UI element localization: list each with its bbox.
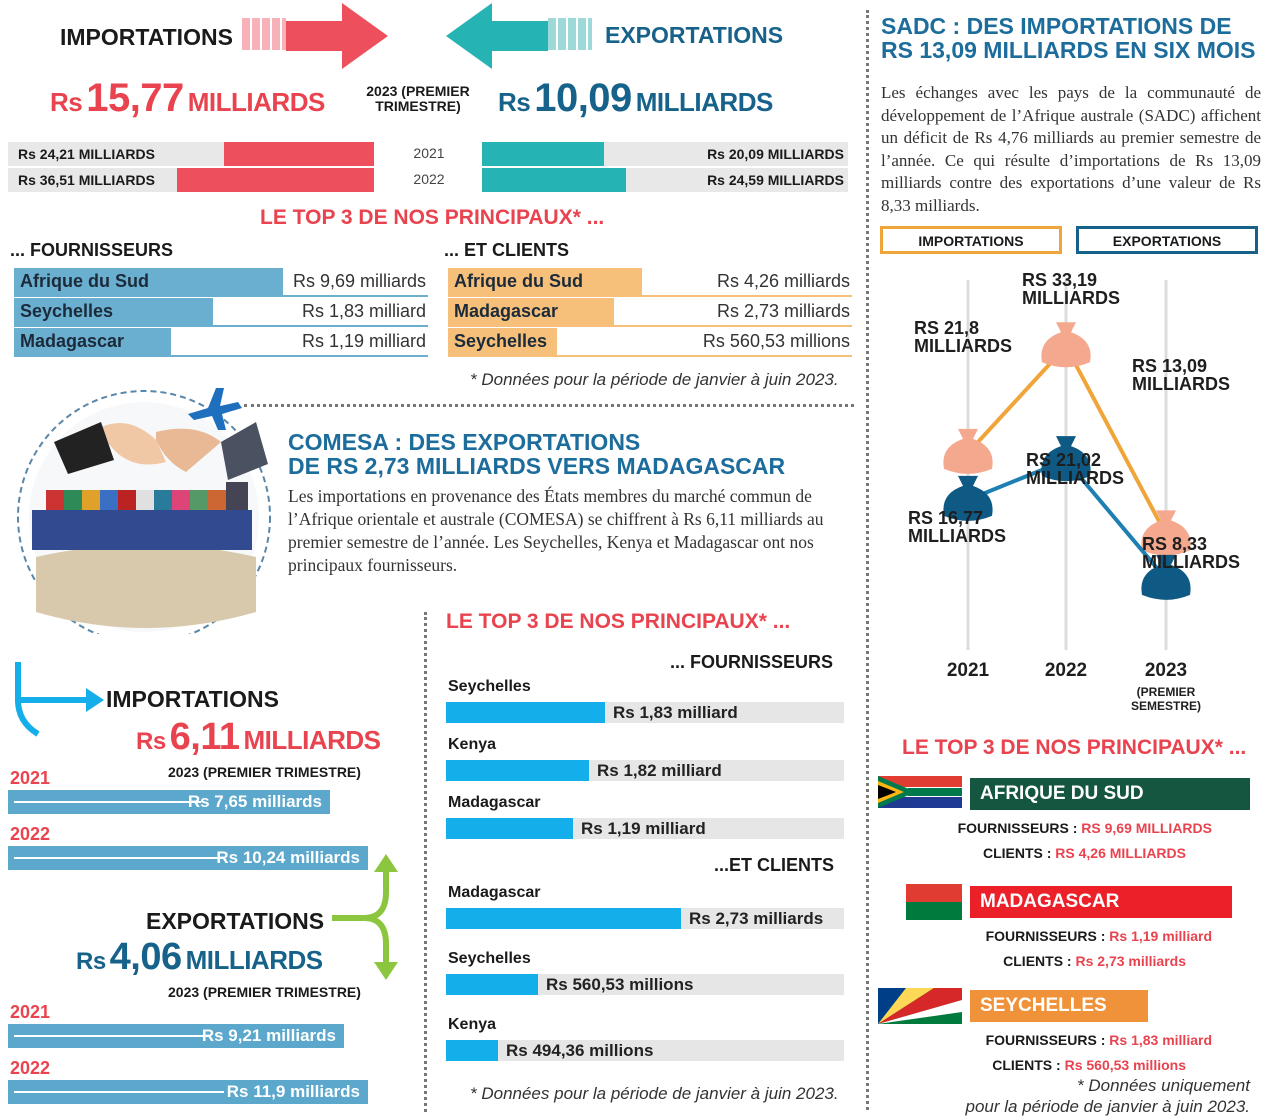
sadc-year-label: 2022 bbox=[1044, 660, 1088, 681]
client-name: Afrique du Sud bbox=[454, 271, 583, 291]
country-suppliers-label: FOURNISSEURS : bbox=[985, 928, 1110, 944]
legend-imports: IMPORTATIONS bbox=[880, 226, 1062, 254]
comesa-year-value: Rs 11,9 milliards bbox=[226, 1082, 360, 1101]
exports-year-fill bbox=[482, 142, 604, 166]
sadc-value-label: RS 21,02 bbox=[1026, 450, 1102, 470]
country-suppliers bbox=[880, 1032, 1212, 1048]
imports-heading: IMPORTATIONS bbox=[60, 24, 233, 50]
client-row bbox=[448, 298, 852, 325]
top3-b-country: Kenya bbox=[448, 1016, 497, 1033]
top3-c-note-2: pour la période de janvier à juin 2023. bbox=[965, 1097, 1250, 1116]
imports-prefix: Rs bbox=[50, 87, 83, 117]
country-suppliers-value: RS 9,69 MILLIARDS bbox=[1081, 820, 1212, 836]
year-label: 2022 bbox=[413, 171, 445, 187]
country-clients-value: Rs 560,53 millions bbox=[1064, 1057, 1186, 1073]
top3-b-bar bbox=[446, 818, 844, 839]
year-label: 2021 bbox=[413, 145, 445, 161]
sadc-value-label: RS 33,19 bbox=[1022, 270, 1098, 290]
supplier-name: Seychelles bbox=[20, 301, 114, 321]
sadc-title bbox=[881, 14, 1255, 62]
comesa-imports-value: 6,11 bbox=[169, 716, 240, 758]
comesa-exports-prefix: Rs bbox=[76, 948, 106, 975]
top3-a-suppliers-label: ... FOURNISSEURS bbox=[10, 240, 174, 260]
imports-year-bar bbox=[8, 168, 374, 192]
top3-b-bar bbox=[446, 1040, 844, 1061]
top3-b-bar-fill bbox=[446, 702, 605, 723]
comesa-exports-label: EXPORTATIONS bbox=[146, 908, 325, 934]
exports-total bbox=[498, 76, 773, 121]
country-header: AFRIQUE DU SUD bbox=[970, 778, 1250, 810]
top3-b-bar-fill bbox=[446, 908, 681, 929]
seychelles-flag-icon bbox=[878, 988, 962, 1024]
imports-year-fill bbox=[177, 168, 374, 192]
top3-b-bar-fill bbox=[446, 760, 589, 781]
top3-b-country: Seychelles bbox=[448, 950, 531, 967]
exports-year-value: Rs 24,59 MILLIARDS bbox=[707, 172, 844, 188]
sadc-value-label-unit: MILLIARDS bbox=[1132, 374, 1230, 394]
comesa-year-label: 2022 bbox=[10, 1058, 51, 1078]
top3-b-bar bbox=[446, 760, 844, 781]
supplier-underline bbox=[14, 325, 428, 327]
top3-b-bar bbox=[446, 908, 844, 929]
imports-year-fill bbox=[224, 142, 374, 166]
country-suppliers-value: Rs 1,83 milliard bbox=[1109, 1032, 1212, 1048]
country-suppliers bbox=[880, 928, 1212, 944]
country-header: SEYCHELLES bbox=[970, 990, 1148, 1022]
country-clients-value: Rs 2,73 milliards bbox=[1075, 953, 1186, 969]
comesa-year-value: Rs 10,24 milliards bbox=[216, 848, 360, 867]
top3-c-note-1: * Données uniquement bbox=[1077, 1076, 1250, 1095]
top3-b-note: * Données pour la période de janvier à juin 2023. bbox=[470, 1084, 839, 1103]
exports-year-value: Rs 20,09 MILLIARDS bbox=[707, 146, 844, 162]
sadc-value-label: RS 8,33 bbox=[1142, 534, 1208, 554]
country-clients-label: CLIENTS : bbox=[992, 1057, 1065, 1073]
sadc-value-label-unit: MILLIARDS bbox=[908, 526, 1006, 546]
top3-b-clients-label: ...ET CLIENTS bbox=[714, 855, 835, 875]
comesa-title-line1: COMESA : DES EXPORTATIONS bbox=[288, 429, 641, 455]
sadc-year-label: 2021 bbox=[946, 660, 990, 681]
comesa-imports-unit: MILLIARDS bbox=[243, 725, 381, 755]
top3-a-note: * Données pour la période de janvier à juin 2023. bbox=[470, 370, 839, 389]
exports-prefix: Rs bbox=[498, 87, 531, 117]
imports-total bbox=[50, 76, 325, 121]
south-africa-flag-icon bbox=[878, 776, 962, 808]
client-underline bbox=[448, 325, 852, 327]
country-clients-label: CLIENTS : bbox=[1003, 953, 1076, 969]
supplier-underline bbox=[14, 355, 428, 357]
supplier-row bbox=[14, 328, 428, 355]
exports-year-bar bbox=[482, 142, 848, 166]
country-suppliers-label: FOURNISSEURS : bbox=[957, 820, 1082, 836]
top3-b-value: Rs 2,73 milliards bbox=[689, 909, 824, 928]
exports-value: 10,09 bbox=[534, 76, 632, 120]
exports-heading: EXPORTATIONS bbox=[605, 22, 784, 48]
separator-v bbox=[866, 10, 869, 1110]
sadc-value-label-unit: MILLIARDS bbox=[914, 336, 1012, 356]
sadc-value-label: RS 13,09 bbox=[1132, 356, 1208, 376]
country-clients bbox=[880, 1057, 1186, 1073]
top3-b-value: Rs 560,53 millions bbox=[546, 975, 694, 994]
sadc-value-label: RS 16,77 bbox=[908, 508, 984, 528]
comesa-year-line bbox=[14, 801, 201, 803]
exports-unit: MILLIARDS bbox=[635, 87, 773, 117]
country-suppliers-value: Rs 1,19 milliard bbox=[1109, 928, 1212, 944]
comesa-imports-prefix: Rs bbox=[136, 728, 166, 755]
comesa-year-line bbox=[14, 1091, 224, 1093]
top3-b-value: Rs 1,19 milliard bbox=[581, 819, 706, 838]
comesa-year-bar bbox=[8, 846, 368, 870]
sadc-year-label: 2023 bbox=[1144, 660, 1188, 681]
sadc-value-label: RS 21,8 bbox=[914, 318, 980, 338]
top3-a-clients-label: ... ET CLIENTS bbox=[444, 240, 570, 260]
client-value: Rs 4,26 milliards bbox=[716, 271, 850, 291]
client-name: Seychelles bbox=[454, 331, 548, 351]
separator-v2 bbox=[424, 612, 427, 1112]
comesa-year-line bbox=[14, 1035, 210, 1037]
comesa-year-bar bbox=[8, 790, 330, 814]
sadc-value-label-unit: MILLIARDS bbox=[1142, 552, 1240, 572]
comesa-title bbox=[288, 430, 785, 478]
imports-arrow-icon bbox=[286, 3, 390, 69]
client-underline bbox=[448, 355, 852, 357]
comesa-exports-value: 4,06 bbox=[109, 936, 182, 978]
top3-b-country: Madagascar bbox=[448, 884, 541, 901]
comesa-exports-total bbox=[76, 936, 323, 979]
exports-year-bar bbox=[482, 168, 848, 192]
top3-b-value: Rs 494,36 millions bbox=[506, 1041, 654, 1060]
client-value: Rs 560,53 millions bbox=[702, 331, 850, 351]
money-bag-icon bbox=[1041, 322, 1090, 367]
imports-stripes bbox=[242, 18, 286, 50]
top3-b-value: Rs 1,83 milliard bbox=[613, 703, 738, 722]
top3-b-country: Kenya bbox=[448, 736, 497, 753]
sadc-title-line2: RS 13,09 MILLIARDS EN SIX MOIS bbox=[881, 37, 1256, 63]
imports-unit: MILLIARDS bbox=[187, 87, 325, 117]
imports-year-bar bbox=[8, 142, 374, 166]
export-flow-icon bbox=[328, 852, 408, 982]
top3-b-bar-fill bbox=[446, 974, 538, 995]
top3-b-bar bbox=[446, 974, 844, 995]
top3-b-bar-fill bbox=[446, 818, 573, 839]
exports-stripes bbox=[548, 18, 592, 50]
supplier-name: Afrique du Sud bbox=[20, 271, 149, 291]
comesa-year-label: 2021 bbox=[10, 768, 51, 788]
top3-b-suppliers-label: ... FOURNISSEURS bbox=[670, 652, 834, 672]
client-value: Rs 2,73 milliards bbox=[716, 301, 850, 321]
comesa-year-bar bbox=[8, 1080, 368, 1104]
import-flow-icon bbox=[8, 662, 104, 742]
sadc-body: Les échanges avec les pays de la communauté de développement de l’Afrique australe (SADC) affichent un déficit de Rs 4,76 milliards au premier semestre de l’année. Ce qui résulte d’importations de Rs 13,09 milliards contre des exportations d’une valeur de Rs 8,33 milliards. bbox=[881, 83, 1261, 215]
country-clients bbox=[880, 953, 1186, 969]
madagascar-flag-icon bbox=[878, 884, 962, 920]
country-clients-label: CLIENTS : bbox=[982, 845, 1056, 861]
supplier-value: Rs 1,19 milliard bbox=[301, 331, 426, 351]
imports-year-value: Rs 36,51 MILLIARDS bbox=[18, 172, 155, 188]
top3-b-country: Madagascar bbox=[448, 794, 541, 811]
client-row bbox=[448, 328, 852, 355]
supplier-name: Madagascar bbox=[20, 331, 125, 351]
comesa-imports-period: 2023 (PREMIER TRIMESTRE) bbox=[168, 764, 361, 780]
comesa-year-value: Rs 7,65 milliards bbox=[187, 792, 322, 811]
separator-h bbox=[244, 404, 854, 407]
top3-b-bar bbox=[446, 702, 844, 723]
comesa-year-value: Rs 9,21 milliards bbox=[201, 1026, 336, 1045]
imports-year-value: Rs 24,21 MILLIARDS bbox=[18, 146, 155, 162]
top3-a-title: LE TOP 3 DE NOS PRINCIPAUX* ... bbox=[260, 206, 605, 229]
comesa-title-line2: DE RS 2,73 MILLIARDS VERS MADAGASCAR bbox=[288, 453, 786, 479]
sadc-value-label-unit: MILLIARDS bbox=[1022, 288, 1120, 308]
top3-b-value: Rs 1,82 milliard bbox=[597, 761, 722, 780]
top3-b-title: LE TOP 3 DE NOS PRINCIPAUX* ... bbox=[446, 610, 791, 633]
top3-b-bar-fill bbox=[446, 1040, 498, 1061]
airplane-icon bbox=[186, 384, 242, 432]
sadc-year-sub: (PREMIER bbox=[1136, 685, 1196, 699]
sadc-year-sub2: SEMESTRE) bbox=[1130, 699, 1202, 713]
supplier-row bbox=[14, 298, 428, 325]
period-label: 2023 (PREMIER TRIMESTRE) bbox=[366, 83, 470, 114]
imports-value: 15,77 bbox=[86, 76, 184, 120]
comesa-year-line bbox=[14, 857, 224, 859]
country-suppliers bbox=[880, 820, 1212, 836]
sadc-value-label-unit: MILLIARDS bbox=[1026, 468, 1124, 488]
comesa-year-bar bbox=[8, 1024, 344, 1048]
client-underline bbox=[448, 295, 852, 297]
country-clients bbox=[880, 845, 1186, 861]
country-suppliers-label: FOURNISSEURS : bbox=[985, 1032, 1110, 1048]
comesa-imports-total bbox=[136, 716, 381, 759]
client-row bbox=[448, 268, 852, 295]
exports-arrow-icon bbox=[444, 3, 548, 69]
comesa-body: Les importations en provenance des États membres du marché commun de l’Afrique orientale et australe (COMESA) se chiffrent à Rs 6,11 milliards au premier semestre de l’année. Les Seychelles, Kenya et Madagascar ont nos principaux fournisseurs. bbox=[288, 486, 824, 575]
country-clients-value: RS 4,26 MILLIARDS bbox=[1055, 845, 1186, 861]
comesa-exports-unit: MILLIARDS bbox=[185, 945, 323, 975]
sadc-title-line1: SADC : DES IMPORTATIONS DE bbox=[881, 13, 1232, 39]
supplier-value: Rs 9,69 milliards bbox=[292, 271, 426, 291]
comesa-year-label: 2021 bbox=[10, 1002, 51, 1022]
exports-year-fill bbox=[482, 168, 626, 192]
sadc-chart bbox=[870, 260, 1270, 720]
supplier-value: Rs 1,83 milliard bbox=[301, 301, 426, 321]
top3-b-country: Seychelles bbox=[448, 678, 531, 695]
client-name: Madagascar bbox=[454, 301, 559, 321]
top3-c-title: LE TOP 3 DE NOS PRINCIPAUX* ... bbox=[902, 736, 1247, 759]
comesa-imports-label: IMPORTATIONS bbox=[106, 686, 279, 712]
supplier-row bbox=[14, 268, 428, 295]
country-header: MADAGASCAR bbox=[970, 886, 1232, 918]
supplier-underline bbox=[14, 295, 428, 297]
legend-exports: EXPORTATIONS bbox=[1076, 226, 1258, 254]
comesa-year-label: 2022 bbox=[10, 824, 51, 844]
comesa-exports-period: 2023 (PREMIER TRIMESTRE) bbox=[168, 984, 361, 1000]
